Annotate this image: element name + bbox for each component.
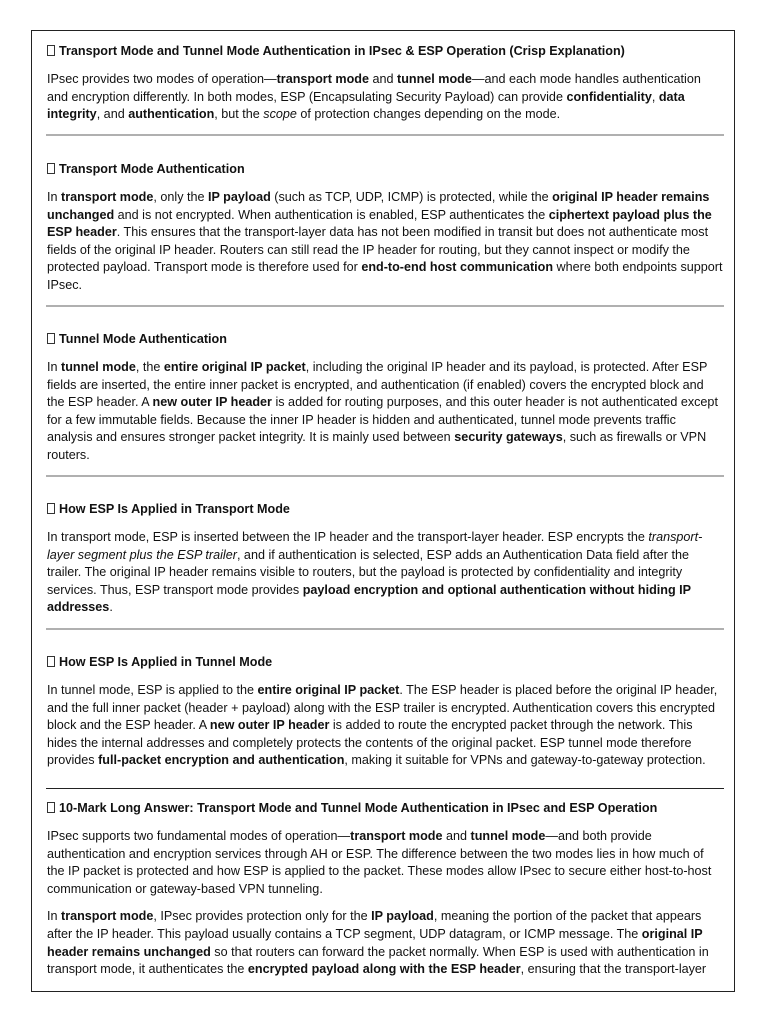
text-run: In [47, 909, 62, 924]
section-divider [46, 628, 724, 630]
bold-text: confidentiality [566, 89, 652, 104]
text-run: , only the [153, 190, 208, 204]
bold-text: payload encryption and optional authentication without hiding IP addresses [47, 582, 691, 615]
text-run: , the [135, 360, 164, 374]
bold-text: ciphertext payload plus the ESP header [47, 207, 712, 240]
bold-text: transport mode [61, 190, 154, 204]
text-run: where both endpoints support IPsec. [47, 260, 723, 292]
italic-text: scope [263, 107, 297, 122]
section-paragraph [47, 359, 723, 465]
text-run: , [651, 89, 659, 104]
text-run: and [442, 829, 471, 843]
section-esp-transport [47, 501, 723, 617]
section-esp-tunnel [47, 654, 723, 770]
bold-text: transport mode [350, 829, 443, 843]
text-run: IPsec provides two modes of operation— [47, 72, 277, 86]
text-run: In transport mode, ESP is inserted between the IP header and the transport-layer header. ESP encrypts the [47, 530, 649, 544]
bold-text: IP payload [208, 190, 271, 204]
section-paragraph [47, 828, 723, 898]
bold-text: full-packet encryption and authentication [98, 753, 345, 768]
text-run: , meaning the portion of the packet that appears after the IP header. This payload usually contains a TCP segment, UDP datagram, or ICMP message. The [47, 909, 702, 941]
section-paragraph [47, 189, 723, 295]
bold-text: original IP header remains unchanged [47, 190, 710, 222]
bold-text: authentication [128, 107, 215, 122]
section-title: Transport Mode and Tunnel Mode Authentication in IPsec & ESP Operation (Crisp Explanation) [47, 43, 723, 60]
section-title: 10-Mark Long Answer: Transport Mode and Tunnel Mode Authentication in IPsec and ESP Operation [47, 800, 723, 817]
bold-text: data integrity [47, 89, 685, 122]
missing-glyph-icon [47, 656, 55, 667]
text-run: , such as firewalls or VPN routers. [47, 430, 707, 462]
italic-text: transport-layer segment plus the ESP trailer [47, 530, 703, 562]
bold-text: transport mode [276, 72, 369, 86]
text-run: —and each mode handles authentication and encryption differently. In both modes, ESP (Encapsulating Security Payload) can provide [47, 72, 701, 104]
text-run: . [109, 600, 113, 615]
text-run: of protection changes depending on the mode. [296, 107, 561, 122]
bold-text: end-to-end host communication [361, 260, 554, 275]
text-run: (such as TCP, UDP, ICMP) is protected, while the [270, 190, 553, 204]
section-title: How ESP Is Applied in Transport Mode [47, 501, 723, 518]
section-paragraph [47, 71, 723, 124]
section-title: Tunnel Mode Authentication [47, 331, 723, 348]
section-divider [46, 475, 724, 477]
missing-glyph-icon [47, 45, 55, 56]
text-run: —and both provide authentication and encryption services through AH or ESP. The difference between the two modes lies in how much of the IP packet is protected and how ESP is applied to the packet. These modes allow IPsec to secure either host-to-host communication or gateway-based VPN tunneling. [47, 829, 712, 896]
text-run: In [47, 190, 62, 204]
section-divider [46, 305, 724, 307]
bold-text: encrypted payload along with the ESP header [247, 962, 521, 977]
bold-text: tunnel mode [61, 360, 136, 374]
text-run: , including the original IP header and its payload, is protected. After ESP fields are inserted, the entire inner packet is encrypted, and authentication (if enabled) covers the encrypted block and the ESP header. A [47, 360, 708, 410]
text-run: is added for routing purposes, and this outer header is not authenticated except for a few immutable fields. Because the inner IP header is hidden and authenticated, tunnel mode prevents traffic analysis and ensures stronger packet integrity. It is mainly used between [47, 395, 718, 445]
text-run: so that routers can forward the packet normally. When ESP is used with authentication in transport mode, it authenticates the [47, 944, 709, 977]
text-run: . The ESP header is placed before the original IP header, and the full inner packet (header + payload) along with the ESP trailer is encrypted. Authentication covers this encrypted block and the ESP header. A [47, 683, 718, 733]
section-paragraph [47, 529, 723, 617]
bold-text: tunnel mode [470, 829, 546, 843]
missing-glyph-icon [47, 333, 55, 344]
section-transport-auth [47, 161, 723, 295]
bold-text: new outer IP header [152, 395, 272, 410]
text-run: , and if authentication is selected, ESP adds an Authentication Data field after the trailer. The original IP header remains visible to routers, but the payload is protected by confidentiality and integrity services. Thus, ESP transport mode provides [47, 547, 689, 597]
section-divider [46, 788, 724, 789]
text-run: , and [96, 107, 129, 122]
text-run: , but the [214, 107, 264, 122]
section-divider [46, 134, 724, 136]
missing-glyph-icon [47, 503, 55, 514]
text-run: , making it suitable for VPNs and gateway-to-gateway protection. [344, 753, 706, 768]
missing-glyph-icon [47, 802, 55, 813]
bold-text: original IP header remains unchanged [47, 926, 703, 959]
section-overview [47, 43, 723, 124]
bold-text: security gateways [454, 430, 563, 445]
document-page [31, 30, 735, 992]
section-title: How ESP Is Applied in Tunnel Mode [47, 654, 723, 671]
bold-text: IP payload [371, 909, 434, 924]
text-run: In tunnel mode, ESP is applied to the [47, 683, 258, 697]
text-run: , IPsec provides protection only for the [153, 909, 372, 924]
text-run: and is not encrypted. When authentication is enabled, ESP authenticates the [114, 207, 549, 222]
text-run: , ensuring that the transport-layer [520, 962, 707, 977]
bold-text: new outer IP header [209, 718, 330, 733]
text-run: and [368, 72, 397, 86]
text-run: IPsec supports two fundamental modes of operation— [47, 829, 351, 843]
section-paragraph [47, 682, 723, 770]
bold-text: tunnel mode [397, 72, 472, 86]
bold-text: entire original IP packet [163, 360, 306, 374]
text-run: In [47, 360, 62, 374]
bold-text: entire original IP packet [257, 683, 400, 697]
section-long-answer [47, 800, 723, 979]
section-title: Transport Mode Authentication [47, 161, 723, 178]
text-run: . This ensures that the transport-layer data has not been modified in transit but does not authenticate most fields of the original IP header. Routers can still read the IP header for routing, but they cannot inspect or modify the protected payload. Transport mode is therefore used for [47, 225, 709, 275]
text-run: is added to route the encrypted packet through the network. This hides the internal addresses and completely protects the contents of the original packet. ESP tunnel mode therefore provides [47, 718, 693, 768]
section-paragraph [47, 908, 723, 978]
section-tunnel-auth [47, 331, 723, 465]
bold-text: transport mode [61, 909, 154, 924]
missing-glyph-icon [47, 163, 55, 174]
